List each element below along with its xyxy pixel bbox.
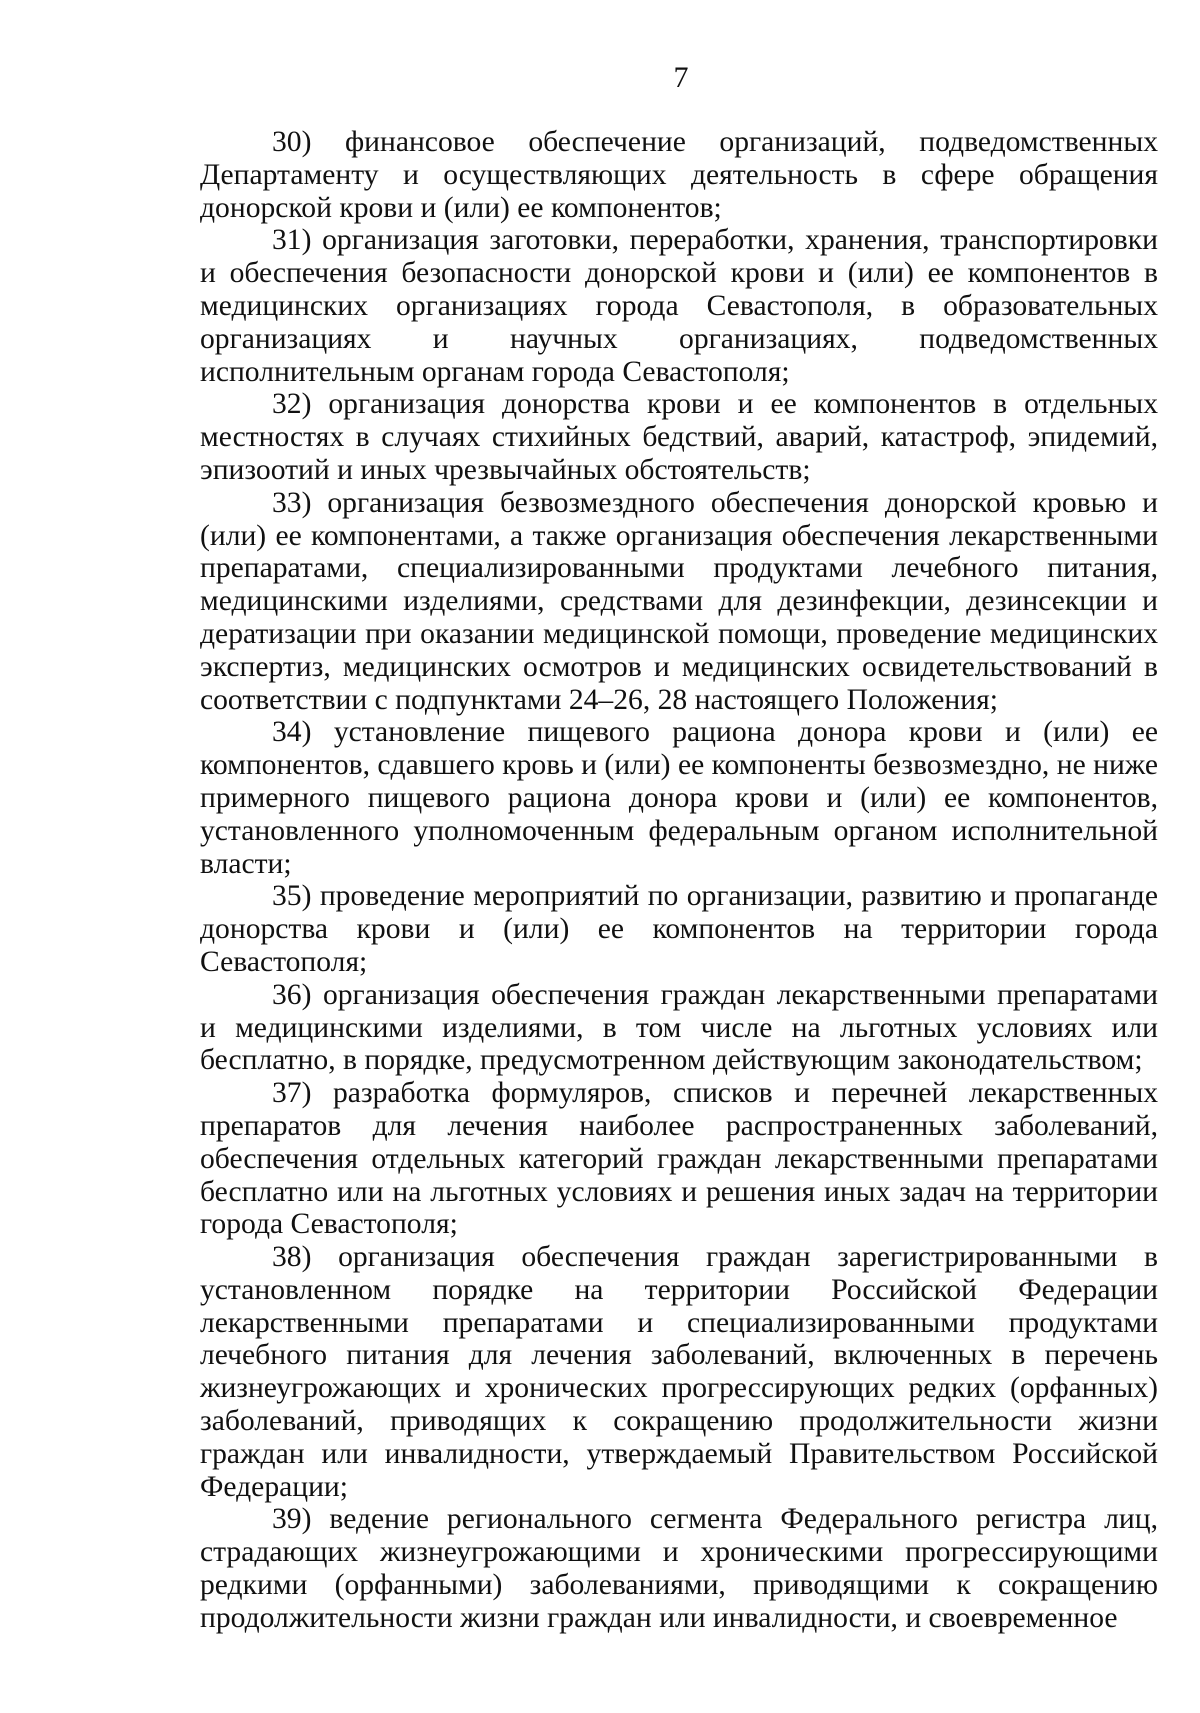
document-body	[200, 126, 1158, 1635]
paragraph-item-37: 37) разработка формуляров, списков и перечней лекарственных препаратов для лечения наиболее распространенных заболеваний, обеспечения отдельных категорий граждан лекарственными препаратами бесплатно или на льготных условиях и решения иных задач на территории города Севастополя;	[200, 1077, 1158, 1241]
paragraph-item-33: 33) организация безвозмездного обеспечения донорской кровью и (или) ее компонентами, а также организация обеспечения лекарственными препаратами, специализированными продуктами лечебного питания, медицинскими изделиями, средствами для дезинфекции, дезинсекции и дератизации при оказании медицинской помощи, проведение медицинских экспертиз, медицинских осмотров и медицинских освидетельствований в соответствии с подпунктами 24–26, 28 настоящего Положения;	[200, 486, 1158, 716]
paragraph-item-34: 34) установление пищевого рациона донора крови и (или) ее компонентов, сдавшего кровь и (или) ее компоненты безвозмездно, не ниже примерного пищевого рациона донора крови и (или) ее компонентов, установленного уполномоченным федеральным органом исполнительной власти;	[200, 716, 1158, 880]
paragraph-item-35: 35) проведение мероприятий по организации, развитию и пропаганде донорства крови и (или) ее компонентов на территории города Севастополя;	[200, 880, 1158, 978]
paragraph-item-36: 36) организация обеспечения граждан лекарственными препаратами и медицинскими изделиями, в том числе на льготных условиях или бесплатно, в порядке, предусмотренном действующим законодательством;	[200, 978, 1158, 1077]
paragraph-item-30: 30) финансовое обеспечение организаций, подведомственных Департаменту и осуществляющих деятельность в сфере обращения донорской крови и (или) ее компонентов;	[200, 126, 1158, 224]
paragraph-item-32: 32) организация донорства крови и ее компонентов в отдельных местностях в случаях стихийных бедствий, аварий, катастроф, эпидемий, эпизоотий и иных чрезвычайных обстоятельств;	[200, 388, 1158, 486]
page-number: 7	[673, 61, 689, 94]
paragraph-item-39: 39) ведение регионального сегмента Федерального регистра лиц, страдающих жизнеугрожающими и хроническими прогрессирующими редкими (орфанными) заболеваниями, приводящими к сокращению продолжительности жизни граждан или инвалидности, и своевременное	[200, 1503, 1158, 1634]
paragraph-item-31: 31) организация заготовки, переработки, хранения, транспортировки и обеспечения безопасности донорской крови и (или) ее компонентов в медицинских организациях города Севастополя, в образовательных организациях и научных организациях, подведомственных исполнительным органам города Севастополя;	[200, 224, 1158, 388]
paragraph-item-38: 38) организация обеспечения граждан зарегистрированными в установленном порядке на территории Российской Федерации лекарственными препаратами и специализированными продуктами лечебного питания для лечения заболеваний, включенных в перечень жизнеугрожающих и хронических прогрессирующих редких (орфанных) заболеваний, приводящих к сокращению продолжительности жизни граждан или инвалидности, утверждаемый Правительством Российской Федерации;	[200, 1241, 1158, 1503]
